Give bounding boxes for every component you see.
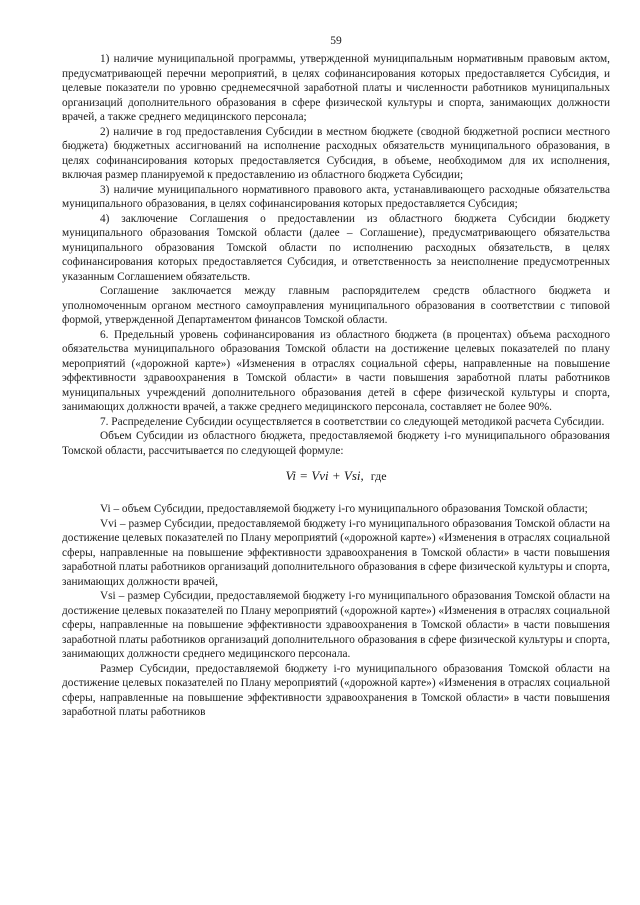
paragraph-item-7: 7. Распределение Субсидии осуществляется в соответствии со следующей методикой расчета Субсидии. bbox=[100, 415, 605, 428]
subsidy-formula bbox=[62, 468, 610, 484]
definition-vsi: Vsi – размер Субсидии, предоставляемой бюджету i-го муниципального образования Томской области на достижение целевых показателей по Плану мероприятий («дорожной карте») «Изменения в отраслях социальной сферы, направленные на повышение эффективности здравоохранения в Томской области» в части повышения заработной платы работников организаций дополнительного образования в сфере физической культуры и спорта, занимающих должности среднего медицинского персонала. bbox=[62, 590, 610, 660]
formula-expression: Vi = Vvi + Vsi, bbox=[285, 468, 364, 483]
document-page bbox=[62, 34, 610, 720]
paragraph-agreement: Соглашение заключается между главным распорядителем средств областного бюджета и уполномоченным органом местного самоуправления муниципального образования в соответствии с типовой формой, утвержденной Департаментом финансов Томской области. bbox=[62, 285, 610, 326]
page-number: 59 bbox=[330, 35, 342, 47]
definition-vi: Vi – объем Субсидии, предоставляемой бюджету i-го муниципального образования Томской области; bbox=[100, 503, 588, 515]
paragraph-subsidy-size: Размер Субсидии, предоставляемой бюджету i-го муниципального образования Томской области на достижение целевых показателей по Плану мероприятий («дорожной карте») «Изменения в отраслях социальной сферы, направленные на повышение эффективности здравоохранения в Томской области» в части повышения заработной платы работников bbox=[62, 662, 610, 718]
paragraph-formula-intro: Объем Субсидии из областного бюджета, предоставляемой бюджету i-го муниципального образования Томской области, рассчитывается по следующей формуле: bbox=[62, 430, 610, 457]
formula-suffix: где bbox=[370, 469, 387, 483]
paragraph-item-6: 6. Предельный уровень софинансирования из областного бюджета (в процентах) объема расходного обязательства муниципального образования Томской области на достижение целевых показателей по плану мероприятий («дорожной карте») «Изменения в отраслях социальной сферы, направленные на повышение эффективности здравоохранения в Томской области» в части повышения заработной платы работников муниципальных учреждений дополнительного образования детей в сфере физической культуры и спорта, занимающих должности врачей, а также среднего медицинского персонала, составляет не более 90%. bbox=[62, 328, 610, 413]
paragraph-condition-4: 4) заключение Соглашения о предоставлении из областного бюджета Субсидии бюджету муниципального образования Томской области (далее – Соглашение), предусматривающего обязательства муниципального образования Томской области по исполнению расходных обязательств, в целях софинансирования которых предоставляется Субсидия, и ответственность за неисполнение предусмотренных указанным Соглашением обязательств. bbox=[62, 212, 610, 283]
paragraph-condition-2: 2) наличие в год предоставления Субсидии в местном бюджете (сводной бюджетной росписи местного бюджета) бюджетных ассигнований на исполнение расходных обязательств муниципального образования, в целях софинансирования которых предоставляется Субсидия, в объеме, необходимом для их исполнения, включая размер планируемой к предоставлению из областного бюджета Субсидии; bbox=[62, 125, 610, 181]
paragraph-condition-1: 1) наличие муниципальной программы, утвержденной муниципальным нормативным правовым актом, предусматривающей перечни мероприятий, в целях софинансирования которых предоставляется Субсидия, и целевые показатели по уровню среднемесячной заработной платы и численности работников муниципальных организаций дополнительного образования в сфере физической культуры и спорта, занимающих должности врачей, а также среднего медицинского персонала; bbox=[62, 53, 610, 123]
paragraph-condition-3: 3) наличие муниципального нормативного правового акта, устанавливающего расходные обязательства муниципального образования, в целях софинансирования которых предоставляется Субсидия; bbox=[62, 183, 610, 210]
definition-vvi: Vvi – размер Субсидии, предоставляемой бюджету i-го муниципального образования Томской области на достижение целевых показателей по Плану мероприятий («дорожной карте») «Изменения в отраслях социальной сферы, направленные на повышение эффективности здравоохранения в Томской области» в части повышения заработной платы работников организаций дополнительного образования в сфере физической культуры и спорта, занимающих должности врачей, bbox=[62, 517, 610, 588]
